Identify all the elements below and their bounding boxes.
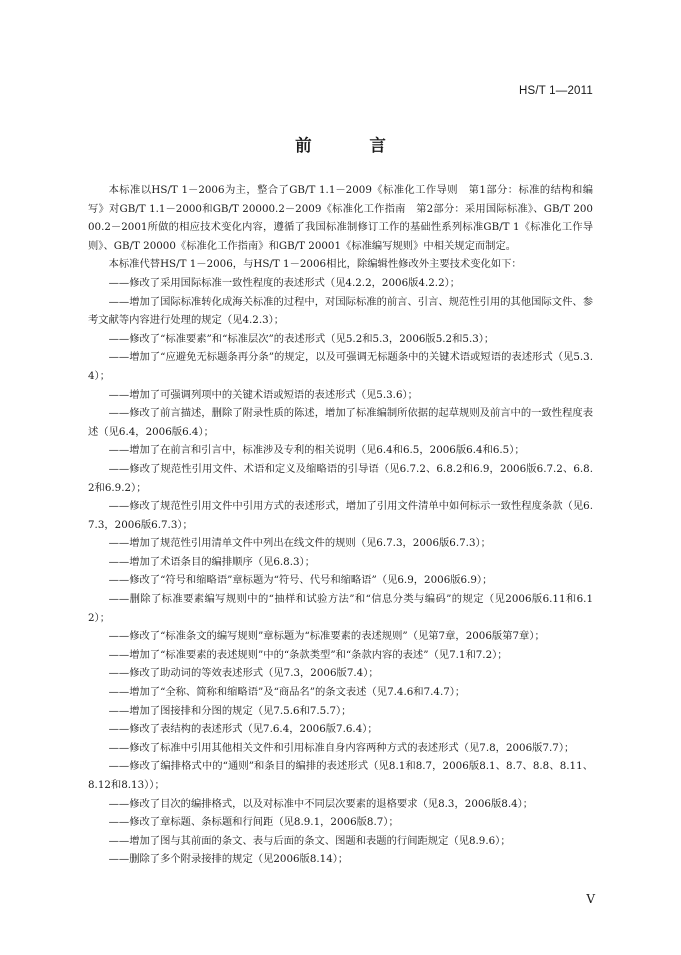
change-item: ——增加了“应避免无标题条再分条”的规定，以及可强调无标题条中的关键术语或短语的表述形式（见5.3.4）； <box>88 351 593 382</box>
change-item: ——增加了术语条目的编排顺序（见6.8.3）； <box>108 555 315 568</box>
intro-paragraph: 本标准以HS/T 1－2006为主，整合了GB/T 1.1－2009《标准化工作导则 第1部分：标准的结构和编写》对GB/T 1.1－2000和GB/T 20000.2－2009《标准化工作指南 第2部分：采用国际标准》、GB/T 20000.2－2001所做的相应技术变化内容，遵循了我国标准制修订工作的基础性系列标准GB/T 1《标准化工作导则》、GB/T 20000《标准化工作指南》和GB/T 20001《标准编写规则》中相关规定而制定。 <box>88 184 593 252</box>
change-item: ——修改了标准中引用其他相关文件和引用标准自身内容两种方式的表述形式（见7.8，2006版7.7）； <box>108 741 575 754</box>
change-item: ——修改了“符号和缩略语”章标题为“符号、代号和缩略语”（见6.9，2006版6.9）； <box>108 574 493 587</box>
change-item: ——修改了“标准条文的编写规则”章标题为“标准要素的表述规则”（见第7章，2006版第7章）； <box>108 630 545 643</box>
document-body <box>88 181 593 869</box>
change-item: ——增加了图与其前面的条文、表与后面的条文、图题和表题的行间距规定（见8.9.6）； <box>108 834 511 847</box>
change-item: ——修改了章标题、条标题和行间距（见8.9.1，2006版8.7）； <box>108 816 399 829</box>
change-item: ——增加了图接排和分图的规定（见7.5.6和7.5.7）； <box>108 704 352 717</box>
change-item: ——修改了编排格式中的“通则”和条目的编排的表述形式（见8.1和8.7，2006版8.1、8.7、8.8、8.11、8.12和8.13））； <box>88 760 593 791</box>
page-number: V <box>586 892 595 906</box>
change-item: ——增加了在前言和引言中，标准涉及专利的相关说明（见6.4和6.5，2006版6.4和6.5）； <box>108 444 525 457</box>
change-item: ——修改了前言描述，删除了附录性质的陈述，增加了标准编制所依据的起草规则及前言中的一致性程度表述（见6.4，2006版6.4）； <box>88 407 593 438</box>
change-item: ——增加了国际标准转化成海关标准的过程中，对国际标准的前言、引言、规范性引用的其他国际文件、参考文献等内容进行处理的规定（见4.2.3）； <box>88 295 593 327</box>
change-item: ——修改了规范性引用文件中引用方式的表述形式，增加了引用文件清单中如何标示一致性程度条款（见6.7.3，2006版6.7.3）； <box>88 500 593 531</box>
change-item: ——增加了可强调列项中的关键术语或短语的表述形式（见5.3.6）； <box>108 388 418 401</box>
standard-code-header: HS/T 1—2011 <box>518 85 593 97</box>
page-title: 前 言 <box>295 136 412 155</box>
change-item: ——增加了“标准要素的表述规则”中的“条款类型”和“条款内容的表述”（见7.1和7.2）； <box>108 648 508 661</box>
replacement-note: 本标准代替HS/T 1－2006，与HS/T 1－2006相比，除编辑性修改外主要技术变化如下： <box>108 258 522 271</box>
change-item: ——修改了“标准要素”和“标准层次”的表述形式（见5.2和5.3，2006版5.2和5.3）； <box>108 332 495 345</box>
change-item: ——删除了多个附录接排的规定（见2006版8.14）； <box>108 853 349 866</box>
change-item: ——修改了表结构的表述形式（见7.6.4，2006版7.6.4）； <box>108 723 378 736</box>
change-item: ——修改了助动词的等效表述形式（见7.3，2006版7.4）； <box>108 667 379 680</box>
change-item: ——修改了采用国际标准一致性程度的表述形式（见4.2.2，2006版4.2.2）； <box>108 276 461 289</box>
change-item: ——增加了“全称、简称和缩略语”及“商品名”的条文表述（见7.4.6和7.4.7）； <box>108 686 466 699</box>
changes-list <box>88 274 593 869</box>
change-item: ——增加了规范性引用清单文件中列出在线文件的规则（见6.7.3，2006版6.7.3）； <box>108 537 491 550</box>
change-item: ——删除了标准要素编写规则中的“抽样和试验方法”和“信息分类与编码”的规定（见2006版6.11和6.12）； <box>88 593 593 624</box>
change-item: ——修改了规范性引用文件、术语和定义及缩略语的引导语（见6.7.2、6.8.2和6.9，2006版6.7.2、6.8.2和6.9.2）； <box>88 462 593 494</box>
change-item: ——修改了目次的编排格式，以及对标准中不同层次要素的退格要求（见8.3，2006版8.4）； <box>108 797 534 810</box>
